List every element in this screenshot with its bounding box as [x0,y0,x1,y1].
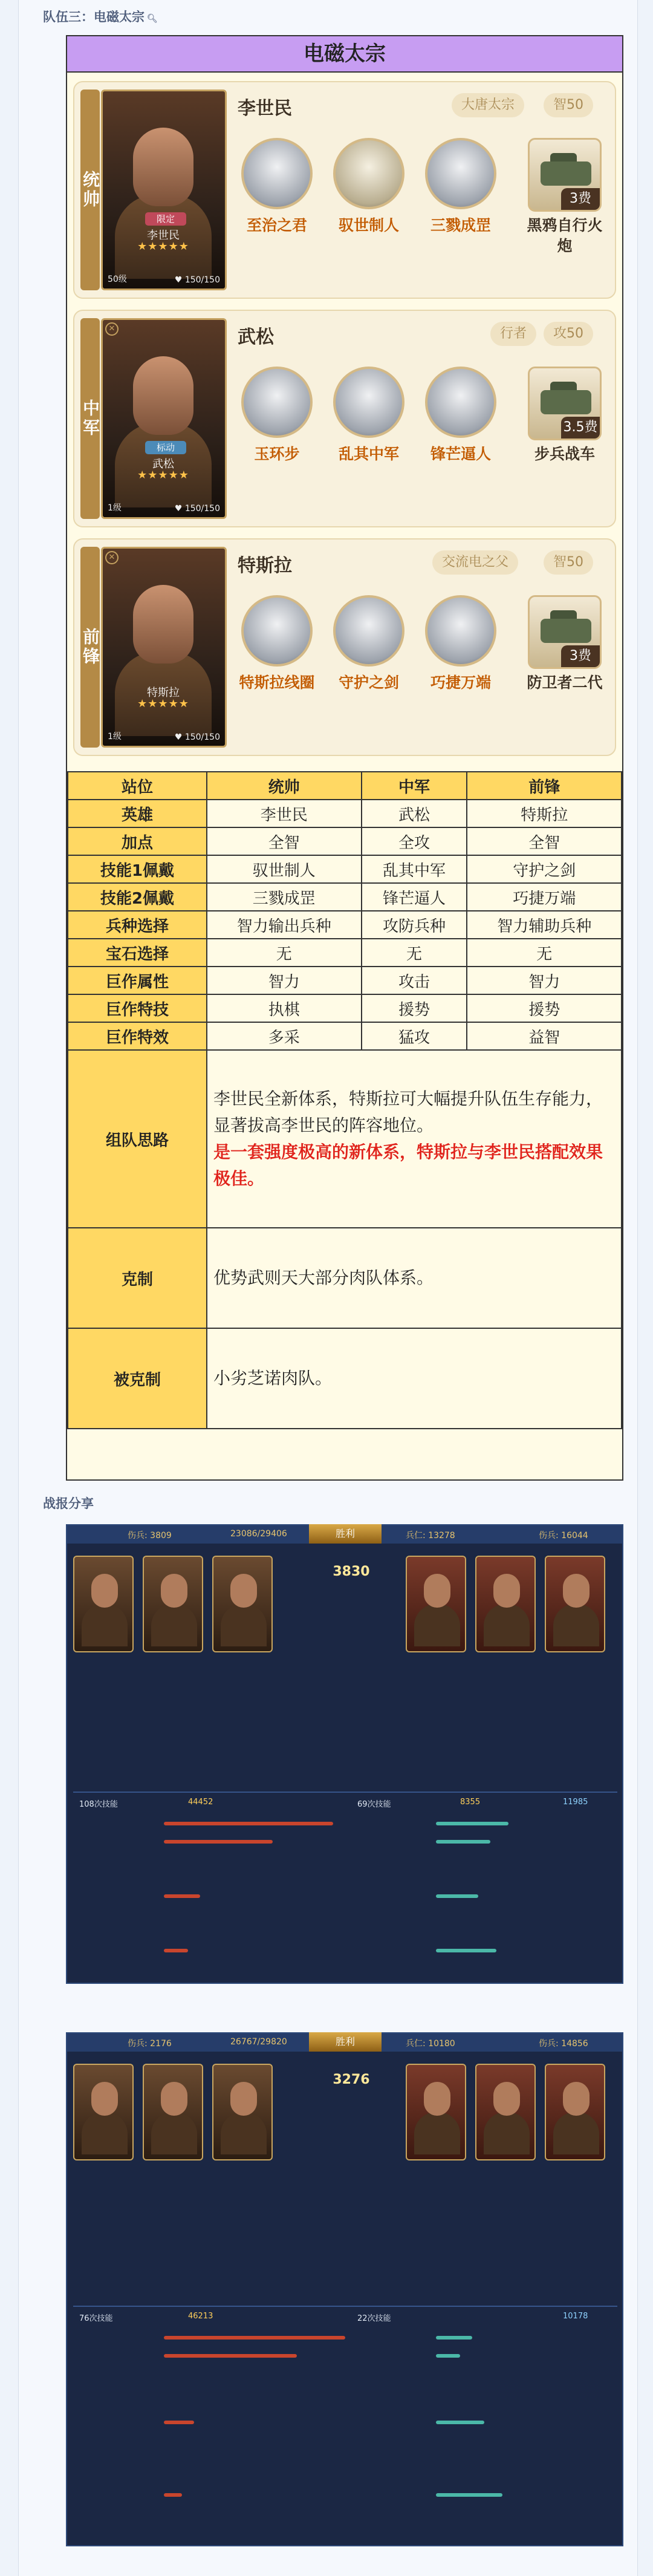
table-header: 站位 [68,772,207,800]
table-header: 统帅 [207,772,362,800]
table-cell: 驭世制人 [207,855,362,883]
position-tag: 统帅 [80,90,100,290]
tank-body [541,161,591,186]
hero-portrait[interactable] [101,547,227,748]
table-cell: 执棋 [207,994,362,1022]
section-title-text: 队伍三：电磁太宗 [43,10,145,24]
table-row [68,827,622,855]
skill-icon-1[interactable] [241,595,313,667]
event-badge: 标动 [145,441,186,454]
countered-row [68,1328,622,1429]
heal-bar [436,2354,460,2358]
tank-body [541,390,591,414]
damage-bar [164,1840,273,1844]
vehicle-icon[interactable] [528,138,602,212]
hp-value: 150/150 [184,504,220,514]
ally-hero [143,1556,203,1652]
skill-icon-2[interactable] [333,595,404,667]
table-cell: 三戮成罡 [207,883,362,911]
team-title: 电磁太宗 [67,36,622,73]
battle-score: 3276 [333,2072,370,2087]
hero-hp [175,732,220,742]
table-cell: 攻防兵种 [362,911,467,939]
damage-bar [164,2336,345,2340]
table-cell: 无 [362,939,467,967]
enemy-hero [406,1556,466,1652]
heal-bar [436,1894,478,1898]
counter-label: 克制 [68,1228,207,1328]
heal-bar [436,1840,490,1844]
mini-head [91,2082,118,2116]
heal-bar [436,2336,472,2340]
heal-bar [436,2421,484,2424]
report-title: 战报分享 [43,1496,94,1511]
row-label: 兵种选择 [68,911,207,939]
mini-body [414,1604,460,1646]
mini-body [221,1604,267,1646]
enemy-heal: 11985 [563,1798,588,1807]
table-cell: 益智 [467,1022,622,1050]
table-cell: 智力 [467,967,622,994]
mini-body [553,1604,599,1646]
section-title [43,7,158,25]
row-label: 宝石选择 [68,939,207,967]
table-cell: 巧捷万端 [467,883,622,911]
countered-label: 被克制 [68,1328,207,1429]
limited-badge: 限定 [145,212,186,226]
result-banner: 胜利 [309,1524,382,1544]
skill-label-1: 特斯拉线圈 [239,674,315,691]
mini-body [151,1604,197,1646]
heal-bar [436,1822,508,1825]
damage-bar [164,2421,194,2424]
table-row [68,939,622,967]
enemy-hero [545,2064,605,2160]
skill-label-2: 守护之剑 [338,674,399,691]
tank-body [541,619,591,643]
skill-label-3: 三戮成罡 [430,217,491,234]
mini-head [91,1574,118,1608]
mid-header: 23086/29406 [230,1529,287,1539]
table-cell: 援势 [467,994,622,1022]
enemy-skill-count: 69次技能 [357,1800,391,1809]
portrait-name: 李世民 [147,229,180,242]
battle-report-2[interactable] [66,2032,623,2546]
row-label: 英雄 [68,800,207,827]
ally-hero [73,1556,134,1652]
mini-body [221,2112,267,2154]
vehicle-icon[interactable] [528,367,602,440]
left-header: 伤兵: 3809 [128,1531,172,1541]
mini-head [563,1574,590,1608]
table-header-row [68,772,622,800]
skill-icon-2[interactable] [333,367,404,438]
table-cell: 援势 [362,994,467,1022]
left-header: 伤兵: 2176 [128,2039,172,2049]
mini-head [230,2082,257,2116]
portrait-name: 武松 [152,458,174,471]
result-banner: 胜利 [309,2032,382,2052]
portrait-head [133,356,193,435]
table-cell: 李世民 [207,800,362,827]
table-cell: 攻击 [362,967,467,994]
ally-hero [73,2064,134,2160]
vehicle-label: 步兵战车 [534,445,595,463]
hero-level: 50级 [108,275,127,284]
table-cell: 特斯拉 [467,800,622,827]
strategy-row [68,1050,622,1228]
vehicle-label: 防卫者二代 [527,674,603,691]
table-header: 中军 [362,772,467,800]
damage-bar [164,2493,182,2497]
counter-text: 优势武则天大部分肉队体系。 [207,1228,622,1328]
skill-label-1: 至治之君 [246,217,307,234]
strategy-label: 组队思路 [68,1050,207,1228]
star-rating: ★★★★★ [137,697,189,710]
mini-head [493,1574,520,1608]
skill-label-3: 巧捷万端 [430,674,491,691]
row-label: 技能1佩戴 [68,855,207,883]
skill-icon-3[interactable] [425,138,496,209]
mini-head [424,2082,450,2116]
ally-damage: 44452 [188,1798,213,1807]
table-row [68,800,622,827]
hero-portrait[interactable] [101,90,227,290]
hp-value: 150/150 [184,275,220,285]
divider [73,2306,617,2307]
stat-tag: 智50 [544,93,593,117]
heart-icon: ♥ [174,275,183,285]
row-label: 巨作特技 [68,994,207,1022]
skill-icon-2[interactable] [333,138,404,209]
divider [73,1792,617,1793]
search-icon[interactable]: 🔍︎ [147,14,158,24]
vehicle-icon[interactable] [528,595,602,669]
table-cell: 全智 [207,827,362,855]
mini-head [424,1574,450,1608]
camp-icon: ✕ [105,322,119,336]
title-tag: 行者 [490,322,536,346]
table-row [68,1022,622,1050]
right-header: 兵仁: 13278 [406,1531,455,1541]
skill-label-2: 乱其中军 [338,445,399,463]
hero-name: 特斯拉 [238,555,292,576]
table-cell: 智力输出兵种 [207,911,362,939]
title-tag: 交流电之父 [432,550,518,575]
table-row [68,855,622,883]
table-cell: 全攻 [362,827,467,855]
battle-report-1[interactable] [66,1524,623,1984]
enemy-hero [545,1556,605,1652]
damage-bar [164,1822,333,1825]
stat-tag: 攻50 [544,322,593,346]
mini-body [151,2112,197,2154]
hero-card-vanguard[interactable] [73,538,616,756]
enemy-hero [475,2064,536,2160]
ally-damage: 46213 [188,2312,213,2321]
mini-body [82,1604,128,1646]
heal-bar [436,2493,502,2497]
ally-hero [212,1556,273,1652]
content-column [18,0,638,2576]
hero-card-commander[interactable] [73,81,616,299]
skill-icon-3[interactable] [425,367,496,438]
lineup-table [67,771,622,1429]
skill-label-2: 驭世制人 [338,217,399,234]
hero-card-center[interactable] [73,310,616,527]
hero-name: 李世民 [238,98,292,119]
hero-level: 1级 [108,503,122,513]
counter-row [68,1228,622,1328]
table-cell: 守护之剑 [467,855,622,883]
title-tag: 大唐太宗 [452,93,524,117]
ally-skill-count: 108次技能 [79,1800,118,1809]
hero-level: 1级 [108,732,122,742]
row-label: 加点 [68,827,207,855]
table-cell: 全智 [467,827,622,855]
mini-head [230,1574,257,1608]
portrait-head [133,585,193,664]
row-label: 巨作属性 [68,967,207,994]
hero-hp [175,504,220,514]
mini-head [493,2082,520,2116]
table-cell: 猛攻 [362,1022,467,1050]
table-cell: 乱其中军 [362,855,467,883]
hero-hp [175,275,220,285]
mid-header: 26767/29820 [230,2037,287,2047]
ally-hero [212,2064,273,2160]
hero-name: 武松 [238,327,274,348]
table-row [68,911,622,939]
table-cell: 智力 [207,967,362,994]
table-row [68,967,622,994]
table-cell: 无 [467,939,622,967]
row-label: 巨作特效 [68,1022,207,1050]
camp-icon: ✕ [105,551,119,564]
portrait-head [133,128,193,206]
damage-bar [164,2354,297,2358]
table-cell: 多采 [207,1022,362,1050]
right-header: 兵仁: 10180 [406,2039,455,2049]
mini-body [484,1604,530,1646]
right-header-2: 伤兵: 16044 [539,1531,588,1541]
vehicle-cost: 3费 [561,188,600,210]
team-panel [66,35,623,1481]
hp-value: 150/150 [184,732,220,742]
strategy-highlight: 是一套强度极高的新体系，特斯拉与李世民搭配效果极佳。 [213,1142,603,1189]
enemy-heal: 10178 [563,2312,588,2321]
strategy-cell [207,1050,622,1228]
skill-label-3: 锋芒逼人 [430,445,491,463]
stat-tag: 智50 [544,550,593,575]
mini-body [484,2112,530,2154]
table-cell: 无 [207,939,362,967]
enemy-hero [475,1556,536,1652]
row-label: 技能2佩戴 [68,883,207,911]
mini-body [82,2112,128,2154]
ally-skill-count: 76次技能 [79,2314,113,2323]
portrait-name: 特斯拉 [147,686,180,699]
vehicle-label: 黑鸦自行火炮 [527,217,603,255]
table-row [68,994,622,1022]
mini-body [553,2112,599,2154]
enemy-hero [406,2064,466,2160]
right-header-2: 伤兵: 14856 [539,2039,588,2049]
ally-hero [143,2064,203,2160]
heart-icon: ♥ [174,504,183,514]
countered-text: 小劣芝诺肉队。 [207,1328,622,1429]
skill-label-1: 玉环步 [254,445,300,463]
table-cell: 锋芒逼人 [362,883,467,911]
enemy-skill-count: 22次技能 [357,2314,391,2323]
vehicle-cost: 3费 [561,645,600,667]
position-tag: 前锋 [80,547,100,748]
damage-bar [164,1894,200,1898]
table-row [68,883,622,911]
strategy-text: 李世民全新体系，特斯拉可大幅提升队伍生存能力，显著拔高李世民的阵容地位。 [213,1089,603,1135]
position-tag: 中军 [80,318,100,519]
skill-icon-1[interactable] [241,367,313,438]
table-header: 前锋 [467,772,622,800]
vehicle-cost: 3.5费 [561,417,600,439]
enemy-damage: 8355 [460,1798,481,1807]
heal-bar [436,1949,496,1952]
skill-icon-1[interactable] [241,138,313,209]
mini-head [161,1574,187,1608]
mini-body [414,2112,460,2154]
mini-head [563,2082,590,2116]
table-cell: 武松 [362,800,467,827]
star-rating: ★★★★★ [137,240,189,253]
damage-bar [164,1949,188,1952]
mini-head [161,2082,187,2116]
battle-score: 3830 [333,1564,370,1579]
skill-icon-3[interactable] [425,595,496,667]
heart-icon: ♥ [174,732,183,742]
star-rating: ★★★★★ [137,469,189,481]
hero-portrait[interactable] [101,318,227,519]
table-cell: 智力辅助兵种 [467,911,622,939]
